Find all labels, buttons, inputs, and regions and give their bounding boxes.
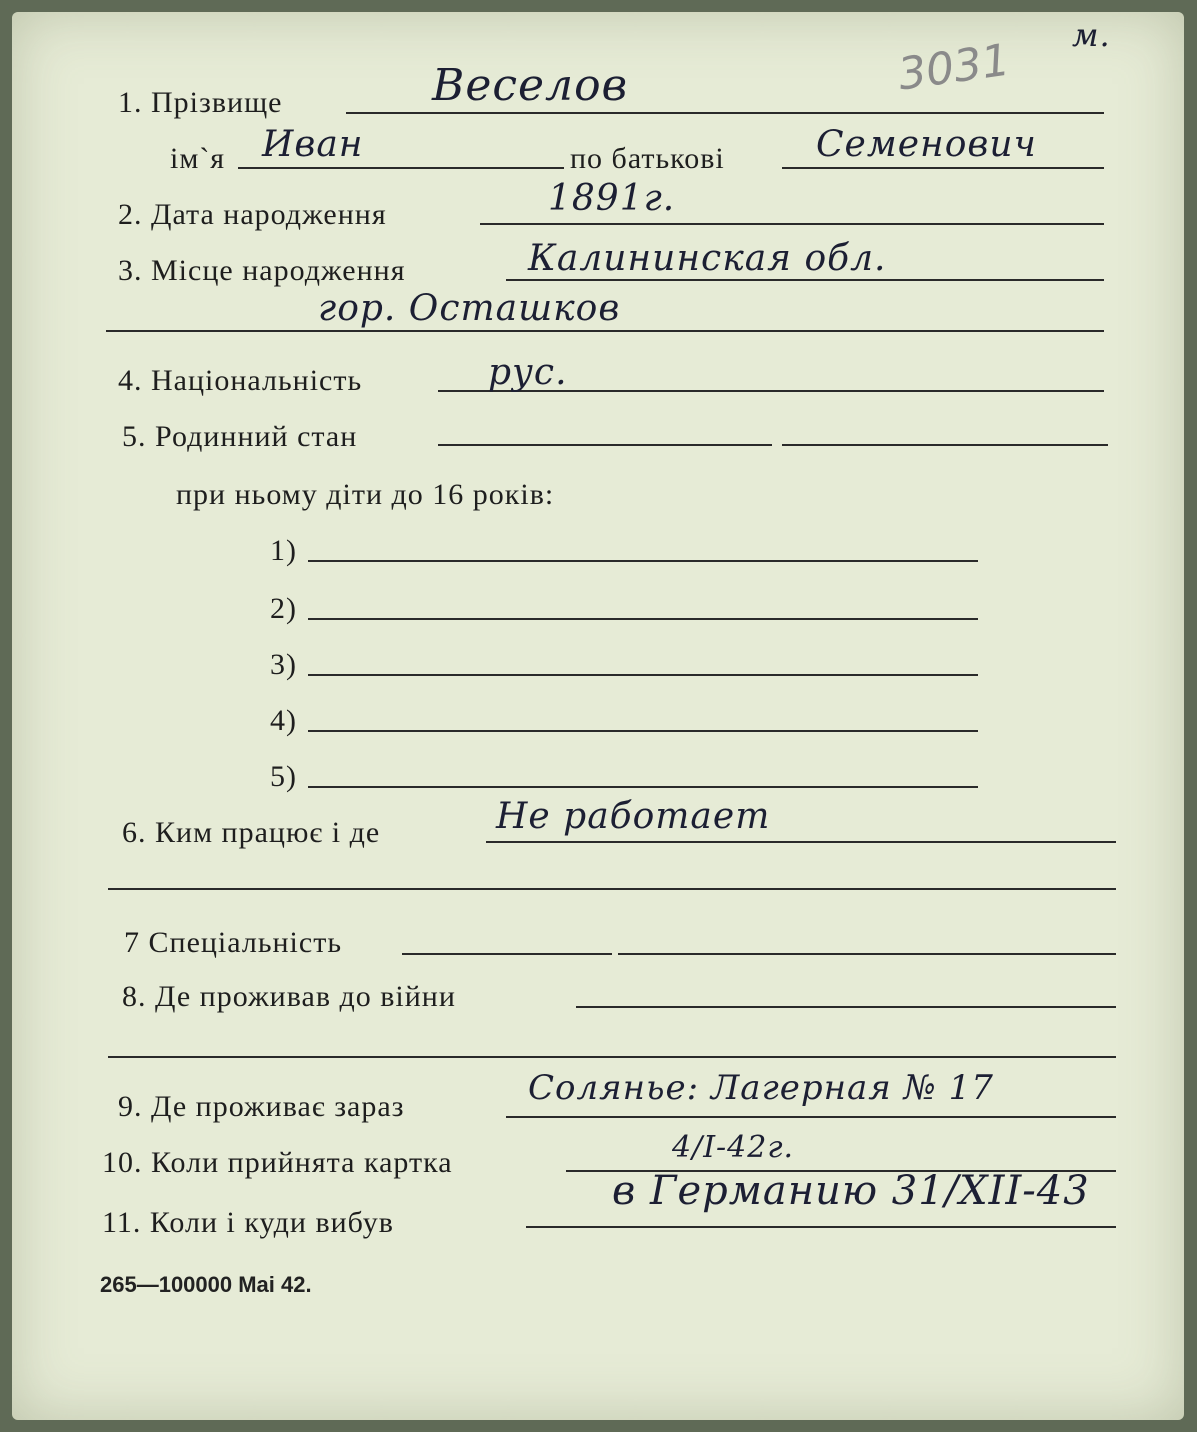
current-address-line [506, 1116, 1116, 1118]
name-value: Иван [262, 124, 364, 165]
child-1-num: 1) [270, 534, 297, 567]
birth-date-line [480, 223, 1104, 225]
marital-status-line-1 [438, 444, 772, 446]
child-3-num: 3) [270, 648, 297, 681]
name-line [238, 167, 564, 169]
card-date-label: 10. Коли прийнята картка [102, 1146, 453, 1179]
prewar-address-line-2 [108, 1056, 1116, 1058]
birth-place-value-1: Калининская обл. [528, 238, 887, 279]
children-label: при ньому діти до 16 років: [176, 478, 555, 511]
surname-label: 1. Прізвище [118, 86, 283, 119]
child-5-num: 5) [270, 760, 297, 793]
nationality-label: 4. Національність [118, 364, 363, 397]
work-label: 6. Ким працює і де [122, 816, 381, 849]
patronymic-line [782, 167, 1104, 169]
child-4-line [308, 730, 978, 732]
nationality-value: рус. [488, 352, 568, 393]
child-1-line [308, 560, 978, 562]
patronymic-label: по батькові [570, 142, 725, 175]
specialty-line-1 [402, 953, 612, 955]
print-imprint: 265—100000 Mai 42. [100, 1272, 312, 1297]
marital-status-line-2 [782, 444, 1108, 446]
prewar-address-label: 8. Де проживав до війни [122, 980, 456, 1013]
name-label: ім`я [170, 142, 226, 175]
work-value: Не работает [496, 796, 771, 837]
registration-card [12, 12, 1184, 1420]
birth-place-value-2: гор. Осташков [318, 288, 621, 329]
birth-place-line [506, 279, 1104, 281]
departure-line [526, 1226, 1116, 1228]
current-address-value: Солянье: Лагерная № 17 [528, 1068, 994, 1108]
current-address-label: 9. Де проживає зараз [118, 1090, 405, 1123]
marital-status-label: 5. Родинний стан [122, 420, 358, 453]
departure-label: 11. Коли і куди вибув [102, 1206, 394, 1239]
patronymic-value: Семенович [816, 124, 1037, 165]
specialty-line-2 [618, 953, 1116, 955]
child-5-line [308, 786, 978, 788]
departure-value: в Германию 31/XII-43 [612, 1168, 1090, 1214]
birth-place-label: 3. Місце народження [118, 254, 406, 287]
pencil-number: 3031 [894, 34, 1013, 101]
birth-place-line-2 [106, 330, 1104, 332]
child-2-num: 2) [270, 592, 297, 625]
work-line [486, 841, 1116, 843]
work-line-2 [108, 888, 1116, 890]
surname-value: Веселов [432, 60, 629, 111]
prewar-address-line [576, 1006, 1116, 1008]
child-2-line [308, 618, 978, 620]
child-3-line [308, 674, 978, 676]
birth-date-value: 1891г. [548, 178, 676, 219]
card-date-value: 4/I-42г. [672, 1130, 795, 1165]
specialty-label: 7 Спеціальність [124, 926, 342, 959]
birth-date-label: 2. Дата народження [118, 198, 387, 231]
surname-line [346, 112, 1104, 114]
corner-mark: м. [1072, 16, 1111, 54]
child-4-num: 4) [270, 704, 297, 737]
